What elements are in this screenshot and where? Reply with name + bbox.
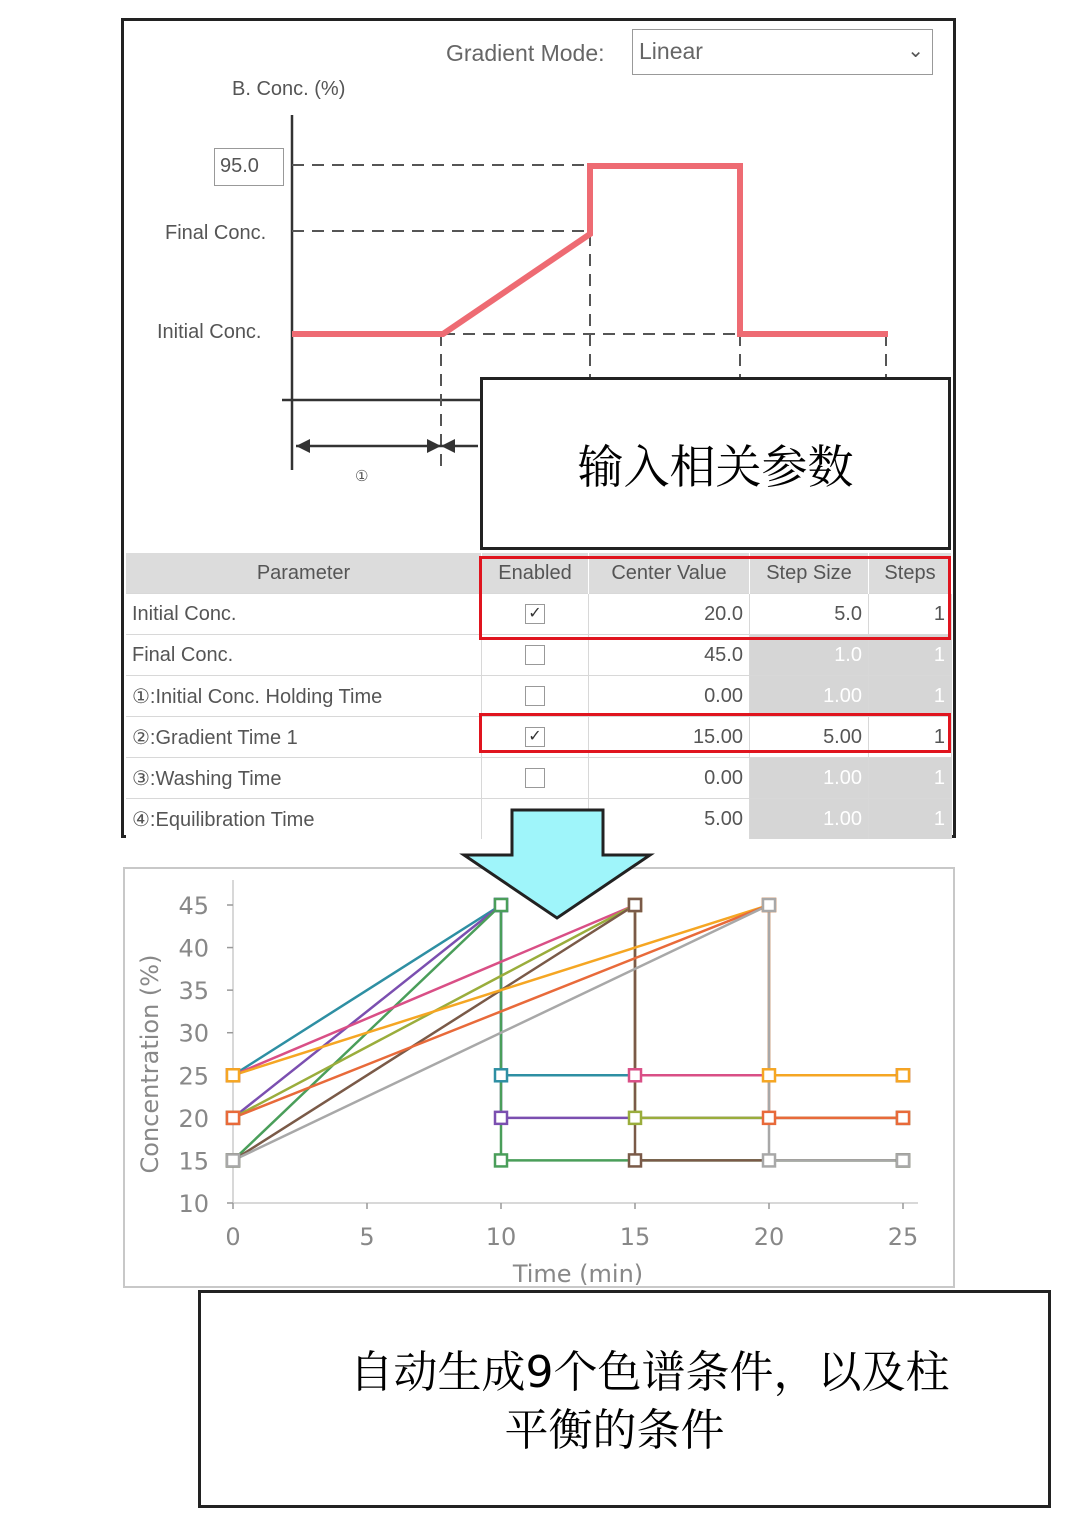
- y-tick-label: 25: [178, 1062, 209, 1091]
- step-size-cell: 1.00: [750, 676, 869, 717]
- x-tick-label: 0: [225, 1223, 241, 1251]
- step-size-cell: 1.00: [750, 799, 869, 840]
- series-line: [233, 905, 903, 1075]
- y-axis-label: B. Conc. (%): [232, 78, 346, 100]
- center-value-cell[interactable]: 5.00: [589, 799, 750, 840]
- enabled-checkbox[interactable]: ✓: [525, 727, 545, 747]
- x-axis-label: Time (min): [512, 1260, 644, 1288]
- y-tick-label: 10: [178, 1190, 209, 1218]
- chevron-down-icon: ⌄: [907, 40, 924, 62]
- steps-cell: 1: [869, 799, 952, 840]
- steps-cell: 1: [869, 676, 952, 717]
- callout-bottom-line1: 自动生成9个色谱条件，以及柱: [349, 1347, 950, 1398]
- param-name-cell: ①:Initial Conc. Holding Time: [126, 676, 482, 717]
- x-tick-label: 15: [619, 1223, 651, 1251]
- param-name-cell: Initial Conc.: [126, 594, 482, 635]
- param-name-cell: ②:Gradient Time 1: [126, 717, 482, 758]
- x-tick-label: 10: [485, 1223, 517, 1251]
- center-value-cell[interactable]: 0.00: [589, 758, 750, 799]
- steps-cell[interactable]: 1: [869, 594, 952, 635]
- header-parameter: Parameter: [126, 553, 482, 594]
- param-name-cell: Final Conc.: [126, 635, 482, 676]
- x-tick-label: 20: [753, 1223, 785, 1251]
- x-tick-label: 5: [359, 1223, 375, 1251]
- center-value-cell[interactable]: 45.0: [589, 635, 750, 676]
- data-point-marker: [897, 1069, 909, 1081]
- param-name-cell: ③:Washing Time: [126, 758, 482, 799]
- data-point-marker: [763, 1154, 775, 1166]
- header-center-value: Center Value: [589, 553, 750, 594]
- data-point-marker: [763, 1112, 775, 1124]
- auto-generate-callout: [198, 1290, 1051, 1508]
- step-size-cell[interactable]: 5.00: [750, 717, 869, 758]
- initial-conc-label: Initial Conc.: [157, 321, 262, 343]
- step-size-cell[interactable]: 5.0: [750, 594, 869, 635]
- steps-cell: 1: [869, 758, 952, 799]
- gradient-mode-value: Linear: [639, 38, 703, 64]
- header-steps: Steps: [869, 553, 952, 594]
- series-line: [233, 905, 903, 1075]
- y-tick-label: 45: [178, 892, 209, 920]
- step-size-cell: 1.00: [750, 758, 869, 799]
- data-point-marker: [629, 1112, 641, 1124]
- data-point-marker: [897, 1154, 909, 1166]
- gradient-mode-label: Gradient Mode:: [446, 40, 605, 66]
- y-tick-label: 20: [178, 1104, 209, 1133]
- callout-bottom-line2: 平衡的条件: [504, 1405, 725, 1456]
- y-tick-label: 15: [178, 1147, 209, 1176]
- data-point-marker: [763, 1069, 775, 1081]
- y-axis-label: Concentration (%): [136, 954, 164, 1174]
- data-point-marker: [227, 1069, 239, 1081]
- segment-marker: ①: [355, 468, 369, 485]
- y-tick-label: 30: [178, 1019, 209, 1048]
- header-step-size: Step Size: [750, 553, 869, 594]
- data-point-marker: [227, 1112, 239, 1124]
- data-point-marker: [227, 1154, 239, 1166]
- y-tick-label: 40: [178, 934, 209, 963]
- enabled-checkbox[interactable]: ✓: [525, 604, 545, 624]
- center-value-cell[interactable]: 15.00: [589, 717, 750, 758]
- step-size-cell: 1.0: [750, 635, 869, 676]
- conc-value-input[interactable]: 95.0: [214, 148, 284, 186]
- data-point-marker: [495, 1154, 507, 1166]
- y-tick-label: 35: [178, 977, 209, 1006]
- data-point-marker: [629, 1069, 641, 1081]
- data-point-marker: [897, 1112, 909, 1124]
- data-point-marker: [629, 1154, 641, 1166]
- x-tick-label: 25: [887, 1223, 919, 1251]
- param-name-cell: ④:Equilibration Time: [126, 799, 482, 840]
- steps-cell: 1: [869, 635, 952, 676]
- callout-top-text: 输入相关参数: [577, 439, 854, 494]
- series-line: [233, 905, 903, 1075]
- header-enabled: Enabled: [482, 553, 589, 594]
- data-point-marker: [495, 1112, 507, 1124]
- steps-cell[interactable]: 1: [869, 717, 952, 758]
- center-value-cell[interactable]: 20.0: [589, 594, 750, 635]
- final-conc-label: Final Conc.: [165, 222, 267, 244]
- center-value-cell[interactable]: 0.00: [589, 676, 750, 717]
- data-point-marker: [495, 1069, 507, 1081]
